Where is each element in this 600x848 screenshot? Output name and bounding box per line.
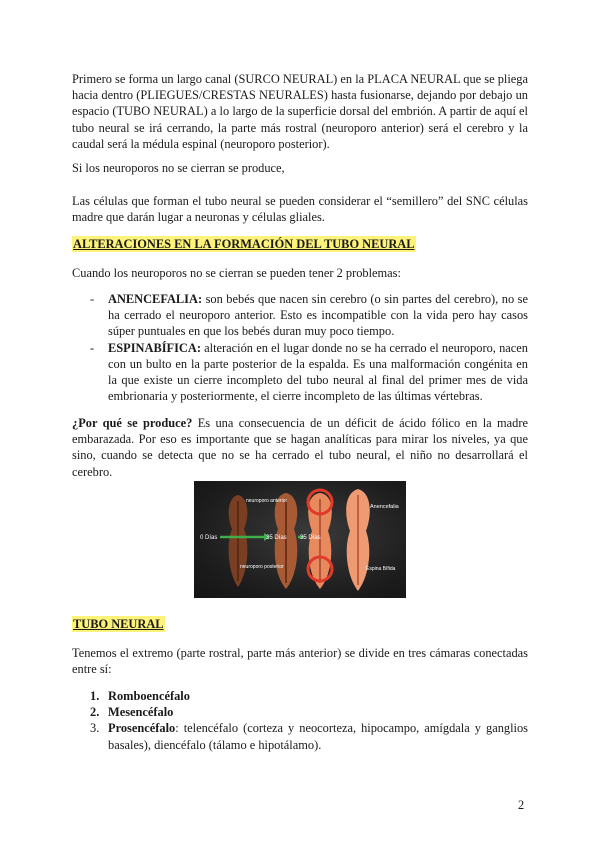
list-item-romboencefalo bbox=[72, 688, 528, 704]
label-neuroporo-posterior: neuroporo posterior bbox=[240, 564, 284, 570]
intro-paragraph-2: Si los neuroporos no se cierran se produce, bbox=[72, 161, 285, 175]
label-neuroporo-anterior: neuroporo anterior bbox=[246, 498, 288, 504]
term-espinabifica: ESPINABÍFICA: bbox=[108, 340, 201, 355]
list-item-prosencefalo bbox=[72, 720, 528, 752]
section2-intro: Tenemos el extremo (parte rostral, parte más anterior) se divide en tres cámaras conectadas entre sí: bbox=[72, 646, 528, 677]
bullet-dash: - bbox=[90, 292, 95, 306]
text-espinabifica: alteración en el lugar donde no se ha cerrado el neuroporo, nacen con un bulto en la parte posterior de la espalda. Es una malformación congénita en la que existe un cierre incompleto del tubo neural al final del primer mes de vida embrionaria y posteriormente, el cierre incompleto de las últimas vértebras. bbox=[108, 340, 528, 404]
chambers-list bbox=[72, 688, 528, 753]
item-number: 1. bbox=[90, 689, 100, 703]
intro-paragraph-1: Primero se forma un largo canal (SURCO NEURAL) en la PLACA NEURAL que se pliega hacia dentro (PLIEGUES/CRESTAS NEURALES) hasta fusionarse, dejando por debajo un espacio (TUBO NEURAL) a lo largo de la superficie dorsal del embrión. A partir de aquí el tubo neural se irá cerrando, la parte más rostral (neuroporo anterior) será el cerebro y la caudal será la médula espinal (neuroporo posterior). bbox=[72, 72, 528, 151]
neural-tube-illustration bbox=[194, 481, 406, 598]
label-day-35-a: 35 Días bbox=[266, 535, 287, 541]
list-item-mesencefalo bbox=[72, 704, 528, 720]
bullet-dash: - bbox=[90, 340, 95, 355]
why-term: ¿Por qué se produce? bbox=[72, 416, 193, 430]
section1-intro: Cuando los neuroporos no se cierran se pueden tener 2 problemas: bbox=[72, 266, 401, 280]
list-item-anencefalia bbox=[72, 291, 528, 340]
item-number: 2. bbox=[90, 705, 100, 720]
label-espina-bifida: Espina Bífida bbox=[366, 566, 396, 572]
label-day-0: 0 Días bbox=[200, 535, 218, 541]
text-anencefalia: son bebés que nacen sin cerebro (o sin partes del cerebro), no se ha cerrado el neuroporo anterior. Esto es incompatible con la vida pero hay casos súper puntuales en que los bebés duran muy poco tiempo. bbox=[108, 292, 528, 339]
item-number: 3. bbox=[90, 721, 100, 736]
why-paragraph bbox=[72, 415, 528, 480]
text-prosencefalo: : telencéfalo (corteza y neocorteza, hipocampo, amígdala y ganglios basales), diencéfalo (tálamo e hipotálamo). bbox=[108, 721, 528, 752]
section-heading-tubo-neural: TUBO NEURAL bbox=[73, 617, 164, 631]
term-mesencefalo: Mesencéfalo bbox=[108, 705, 174, 720]
term-romboencefalo: Romboencéfalo bbox=[108, 689, 190, 703]
label-anencefalia: Anencefalia bbox=[370, 504, 399, 510]
list-item-espinabifica bbox=[72, 340, 528, 405]
term-anencefalia: ANENCEFALIA: bbox=[108, 292, 203, 306]
page-number: 2 bbox=[518, 798, 525, 812]
section-heading-alteraciones: ALTERACIONES EN LA FORMACIÓN DEL TUBO NEURAL bbox=[73, 237, 415, 251]
intro-paragraph-3: Las células que forman el tubo neural se pueden considerar el “semillero” del SNC células madre que darán lugar a neuronas y células gliales. bbox=[72, 194, 528, 225]
neural-tube-figure bbox=[194, 481, 406, 598]
why-text: Es una consecuencia de un déficit de ácido fólico en la madre embarazada. Por eso es importante que se hagan analíticas para mirar los niveles, ya que sino, cuando se detecta que no se ha cerrado el tubo neural, el niño no desarrollará el cerebro. bbox=[72, 416, 528, 479]
term-prosencefalo: Prosencéfalo bbox=[108, 721, 176, 736]
label-day-35-b: 35 Días bbox=[300, 535, 321, 541]
problems-list bbox=[72, 291, 528, 404]
